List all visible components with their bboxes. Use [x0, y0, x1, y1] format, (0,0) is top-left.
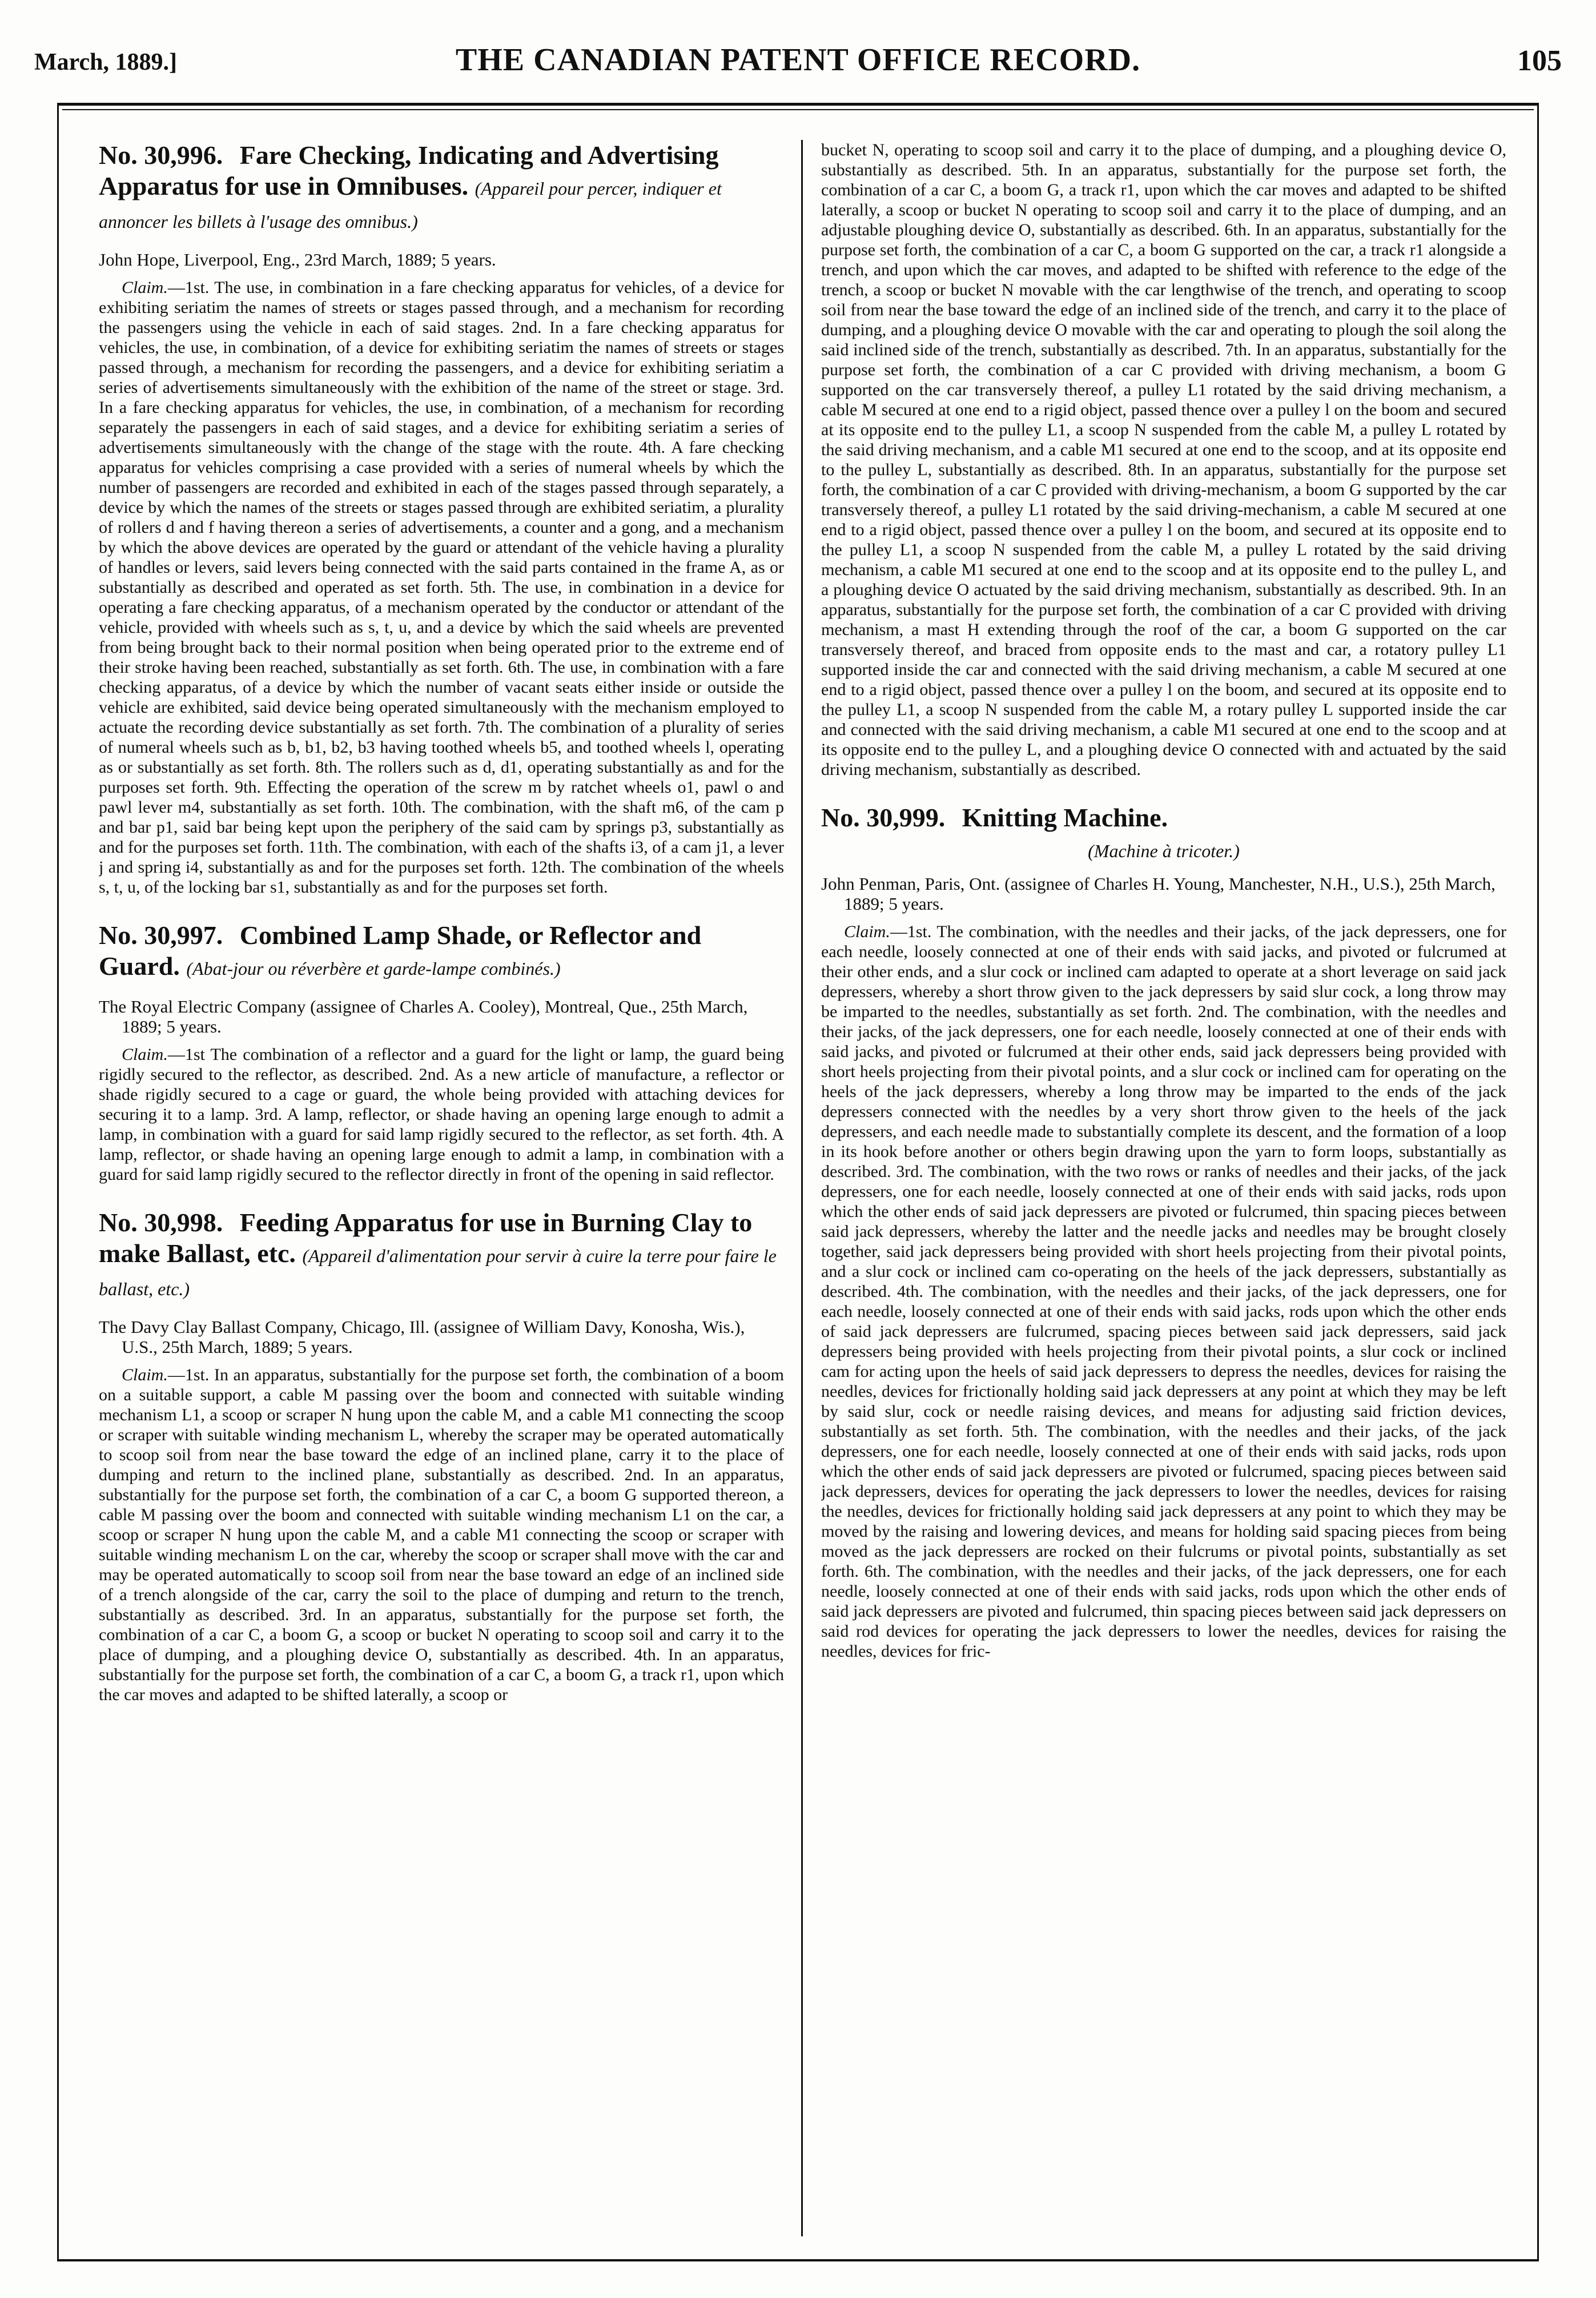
applicant-line: John Hope, Liverpool, Eng., 23rd March, 1889; 5 years. — [99, 250, 496, 270]
claim-body: —1st. The use, in combination in a fare checking apparatus for vehicles, of a device for exhibiting seriatim the names of streets or stages passed through, and a mechanism for recording the passengers using the vehicle in each of said stages. 2nd. In a fare checking apparatus for vehicles, the use, in combination, of a device for exhibiting seriatim the names of streets or stages passed through, a mechanism for recording the passengers, and a device for exhibiting seriatim a series of advertisements simultaneously with the exhibition of the name of the street or stage. 3rd. In a fare checking apparatus for vehicles, the use, in combination, of a mechanism for recording separately the passengers in each of said stages, and a device for exhibiting seriatim a series of advertisements simultaneously with the change of the stage with the route. 4th. A fare checking apparatus for vehicles comprising a case provided with a series of numeral wheels by which the number of passengers are recorded and exhibited in each of the stages passed through separately, a device by which the names of the streets or stages passed through are exhibited seriatim, a plurality of rollers d and f having thereon a series of advertisements, a counter and a gong, and a mechanism by which the above devices are operated by the guard or attendant of the vehicle having a plurality of handles or levers, said levers being connected with the said parts contained in the frame A, as or substantially as described and operated as set forth. 5th. The use, in combination in a device for operating a fare checking apparatus, of a mechanism operated by the conductor or attendant of the vehicle, provided with wheels such as s, t, u, and a device by which the said wheels are prevented from being brought back to their normal position when being operated prior to the extreme end of their stroke having been reached, substantially as set forth. 6th. The use, in combination with a fare checking apparatus, of a device by which the number of vacant seats either inside or outside the vehicle are exhibited, said device being operated simultaneously with the mechanism employed to actuate the recording device substantially as set forth. 7th. The combination of a plurality of series of numeral wheels such as b, b1, b2, b3 having toothed wheels b5, and toothed wheels l, operating as or substantially as set forth. 8th. The rollers such as d, d1, operating substantially as and for the purposes set forth. 9th. Effecting the operation of the screw m by ratchet wheels o1, pawl o and pawl lever m4, substantially as set forth. 10th. The combination, with the shaft m6, of the cam p and bar p1, said bar being kept upon the periphery of the said cam by springs p3, substantially as and for the purposes set forth. 11th. The combination, with each of the shafts i3, of a cam j1, a lever j and spring i4, substantially as and for the purposes set forth. 12th. The combination of the wheels s, t, u, of the locking bar s1, substantially as and for the purposes set forth. — [99, 278, 784, 897]
french-title: (Appareil pour percer, indiquer et annoncer les billets à l'usage des omnibus.) — [99, 178, 722, 232]
claim-body: —1st The combination of a reflector and a guard for the light or lamp, the guard being rigidly secured to the reflector, as described. 2nd. As a new article of manufacture, a reflector or shade rigidly secured to a cage or guard, the whole being provided with attaching devices for securing it to a lamp. 3rd. A lamp, reflector, or shade having an opening large enough to admit a lamp, in combination with a guard for said lamp rigidly secured to the reflector, as set forth. 4th. A lamp, reflector, or shade having an opening large enough to admit a lamp, in combination with a guard for said lamp rigidly secured to the reflector directly in front of the opening in said reflector. — [99, 1045, 784, 1184]
french-title: (Machine à tricoter.) — [1088, 841, 1240, 861]
claim-text — [99, 1365, 784, 1705]
entry-heading — [99, 140, 784, 237]
applicant-line: John Penman, Paris, Ont. (assignee of Charles H. Young, Manchester, N.H., U.S.), 25th March, 1889; 5 years. — [821, 874, 1496, 914]
french-title: (Appareil d'alimentation pour servir à cuire la terre pour faire le ballast, etc.) — [99, 1246, 777, 1299]
applicant-line: The Davy Clay Ballast Company, Chicago, Ill. (assignee of William Davy, Konosha, Wis.), U.S., 25th March, 1889; 5 years. — [99, 1317, 745, 1357]
claim-body: —1st. The combination, with the needles and their jacks, of the jack depressers, one for each needle, loosely connected at one of their ends with said jacks, and pivoted or fulcrumed at their other ends, and a slur cock or inclined cam adapted to operate at a short leverage on said jack depressers, whereby a short throw given to the jack depressers by said slur cock, a long throw may be imparted to the needles, substantially as set forth. 2nd. The combination, with the needles and their jacks, of the jack depressers, one for each needle, loosely connected at one of their ends with said jacks, and pivoted or fulcrumed at their other ends, said jack depressers being provided with short heels projecting from their pivotal points, and a slur cock or inclined cam for operating on the heels of the jack depressers, whereby a long throw may be imparted to the ends of the jack depressers connected with the needles by a very short throw given to the heels of the jack depressers, and each needle made to substantially complete its descent, and the formation of a loop in its hook before another or others begin drawing upon the yarn to form loops, substantially as described. 3rd. The combination, with the two rows or ranks of needles and their jacks, of the jack depressers, one for each needle, loosely connected at one of their ends with said jacks, rods upon which the other ends of said jack depressers are pivoted or fulcrumed, thin spacing pieces between said jack depressers, whereby the latter and the needle jacks and needles may be brought closely together, said jack depressers being provided with short heels projecting from their pivotal points, and a slur cock or inclined cam co-operating on the heels of the jack depressers, substantially as described. 4th. The combination, with the needles and their jacks, of the jack depressers, one for each needle, loosely connected at one of their ends with said jacks, rods upon which the other ends of said jack depressers are fulcrumed, spacing pieces between said jack depressers, said jack depressers being provided with heels projecting from their pivotal points, a slur cock or inclined cam for acting upon the heels of said jack depressers to depress the needles, devices for raising the needles, devices for frictionally holding said jack depressers at any point at which they may be left by said slur, cock or needle raising devices, and means for adjusting said friction devices, substantially as set forth. 5th. The combination, with the needles and their jacks, of the jack depressers, one for each needle, loosely connected at one of their ends with said jacks, rods upon which the other ends of said jack depressers are pivoted or fulcrumed, spacing pieces between said jack depressers, devices for operating the jack depressers to lower the needles, devices for raising the needles, devices for frictionally holding said jack depressers at any point to which they may be moved by the raising and lowering devices, and means for holding said spacing pieces from being moved as the jack depressers are rocked on their fulcrums or pivotal points, substantially as set forth. 6th. The combination, with the needles and their jacks, of the jack depressers, one for each needle, loosely connected at one of their ends with said jacks, rods upon which the other ends of said jack depressers are pivoted and fulcrumed, thin spacing pieces between said jack depressers on said rod devices for operating the jack depressers to lower the needles, devices for raising the needles, devices for fric- — [821, 922, 1506, 1661]
continued-claim — [821, 140, 1506, 780]
patent-title: Combined Lamp Shade, or Reflector and Guard. — [99, 921, 702, 981]
right-column — [821, 140, 1506, 2236]
claim-text — [821, 922, 1506, 1661]
publication-title: THE CANADIAN PATENT OFFICE RECORD. — [455, 42, 1141, 78]
applicant-line: The Royal Electric Company (assignee of Charles A. Cooley), Montreal, Que., 25th March, 1889; 5 years. — [99, 997, 748, 1036]
entry-heading — [821, 802, 1506, 833]
patent-entry-30997 — [99, 920, 784, 1184]
entry-heading — [99, 920, 784, 984]
issue-date: March, 1889.] — [34, 49, 178, 75]
entry-heading — [99, 1207, 784, 1304]
claim-text — [99, 1044, 784, 1184]
page-number: 105 — [1517, 45, 1562, 77]
claim-label: Claim. — [122, 278, 168, 297]
patent-entry-30998 — [99, 1207, 784, 1705]
patent-number: No. 30,998. — [99, 1208, 223, 1237]
claim-label: Claim. — [122, 1045, 168, 1064]
continuation-text: bucket N, operating to scoop soil and carry it to the place of dumping, and a ploughing device O, substantially as described. 5th. In an apparatus, substantially for the purpose set forth, the combination of a car C, a boom G, a track r1, upon which the car moves and adapted to be shifted laterally, a scoop or bucket N operating to scoop soil and carry it to the place of dumping, and an adjustable ploughing device O, substantially as described. 6th. In an apparatus, substantially for the purpose set forth, the combination of a car C, a boom G supported on the car, a track r1 alongside a trench, and upon which the car moves, and adapted to be shifted with reference to the edge of the trench, a scoop or bucket N movable with the car lengthwise of the trench, and operating to scoop soil from near the base toward the edge of an inclined side of the trench, and carry it to the place of dumping, and a ploughing device O movable with the car and operating to plough the soil along the said inclined side of the trench, substantially as described. 7th. In an apparatus, substantially for the purpose set forth, the combination of a car C provided with driving mechanism, a boom G supported on the car transversely thereof, a pulley L1 rotated by the said driving mechanism, a cable M secured at one end to a rigid object, passed thence over a pulley l on the boom and secured at its opposite end to the pulley L1, a scoop N suspended from the cable M, a pulley L rotated by the said driving mechanism, and a cable M1 secured at one end to the scoop, and at its opposite end to the pulley L, substantially as described. 8th. In an apparatus, substantially for the purpose set forth, the combination of a car C provided with driving-mechanism, a boom G supported by the car transversely thereof, a pulley L1 rotated by the said driving-mechanism, a cable M secured at one end to a rigid object, passed thence over a pulley l on the boom, and secured at its opposite end to the pulley L1, a scoop N suspended from the cable M, a pulley L rotated by the said driving mechanism, a cable M1 secured at one end to the scoop and at its opposite end to the pulley L, and a ploughing device O actuated by the said driving mechanism, substantially as described. 9th. In an apparatus, substantially for the purpose set forth, the combination of a car C provided with driving mechanism, a mast H extending through the roof of the car, a boom G supported on the car transversely thereof, and braced from opposite ends to the mast and car, a rotatory pulley L1 supported inside the car and connected with the said driving mechanism, a cable M secured at one end to a rigid object, passed thence over a pulley l on the boom, and secured at its opposite end to the pulley L1, a scoop N suspended from the cable M, a rotary pulley L supported inside the car and connected with the said driving mechanism, a cable M1 secured at one end to the scoop and at its opposite end to the pulley L, and a ploughing device O connected with and actuated by the said driving mechanism, substantially as described. — [821, 140, 1506, 779]
patent-title: Fare Checking, Indicating and Advertising Apparatus for use in Omnibuses. — [99, 140, 719, 200]
left-column — [99, 140, 784, 2236]
claim-text — [99, 278, 784, 897]
patent-number: No. 30,999. — [821, 803, 946, 832]
french-title: (Abat-jour ou réverbère et garde-lampe combinés.) — [186, 958, 561, 979]
patent-number: No. 30,997. — [99, 921, 223, 950]
page-frame — [57, 103, 1539, 2261]
patent-entry-30996 — [99, 140, 784, 897]
page-header — [34, 31, 1562, 94]
patent-number: No. 30,996. — [99, 140, 223, 170]
claim-label: Claim. — [122, 1365, 168, 1384]
claim-body: —1st. In an apparatus, substantially for the purpose set forth, the combination of a boom on a suitable support, a cable M passing over the boom and connected with suitable winding mechanism L1, a scoop or scraper N hung upon the cable M, and a cable M1 connecting the scoop or scraper with suitable winding mechanism L, whereby the scraper may be operated automatically to scoop soil from near the base toward the edge of an inclined plane, carry it to the place of dumping and return to the inclined plane, substantially as described. 2nd. In an apparatus, substantially for the purpose set forth, the combination of a car C, a boom G supported thereon, a cable M passing over the boom and connected with suitable winding mechanism L1 on the car, a scoop or scraper N hung upon the cable M, and a cable M1 connecting the scoop or scraper with suitable winding mechanism L on the car, whereby the scoop or scraper shall move with the car and may be operated automatically to scoop soil from near the base toward an edge of an inclined side of a trench alongside of the car, carry the soil to the place of dumping and return to the trench, substantially as described. 3rd. In an apparatus, substantially for the purpose set forth, the combination of a car C, a boom G, a scoop or bucket N operating to scoop soil and carry it to the place of dumping, and a ploughing device O, substantially as described. 4th. In an apparatus, substantially for the purpose set forth, the combination of a car C, a boom G, a track r1, upon which the car moves and adapted to be shifted laterally, a scoop or — [99, 1365, 784, 1704]
patent-title: Feeding Apparatus for use in Burning Clay to make Ballast, etc. — [99, 1208, 753, 1268]
patent-entry-30999 — [821, 802, 1506, 1661]
patent-title: Knitting Machine. — [962, 803, 1168, 832]
claim-label: Claim. — [844, 922, 890, 941]
column-divider — [801, 140, 803, 2236]
